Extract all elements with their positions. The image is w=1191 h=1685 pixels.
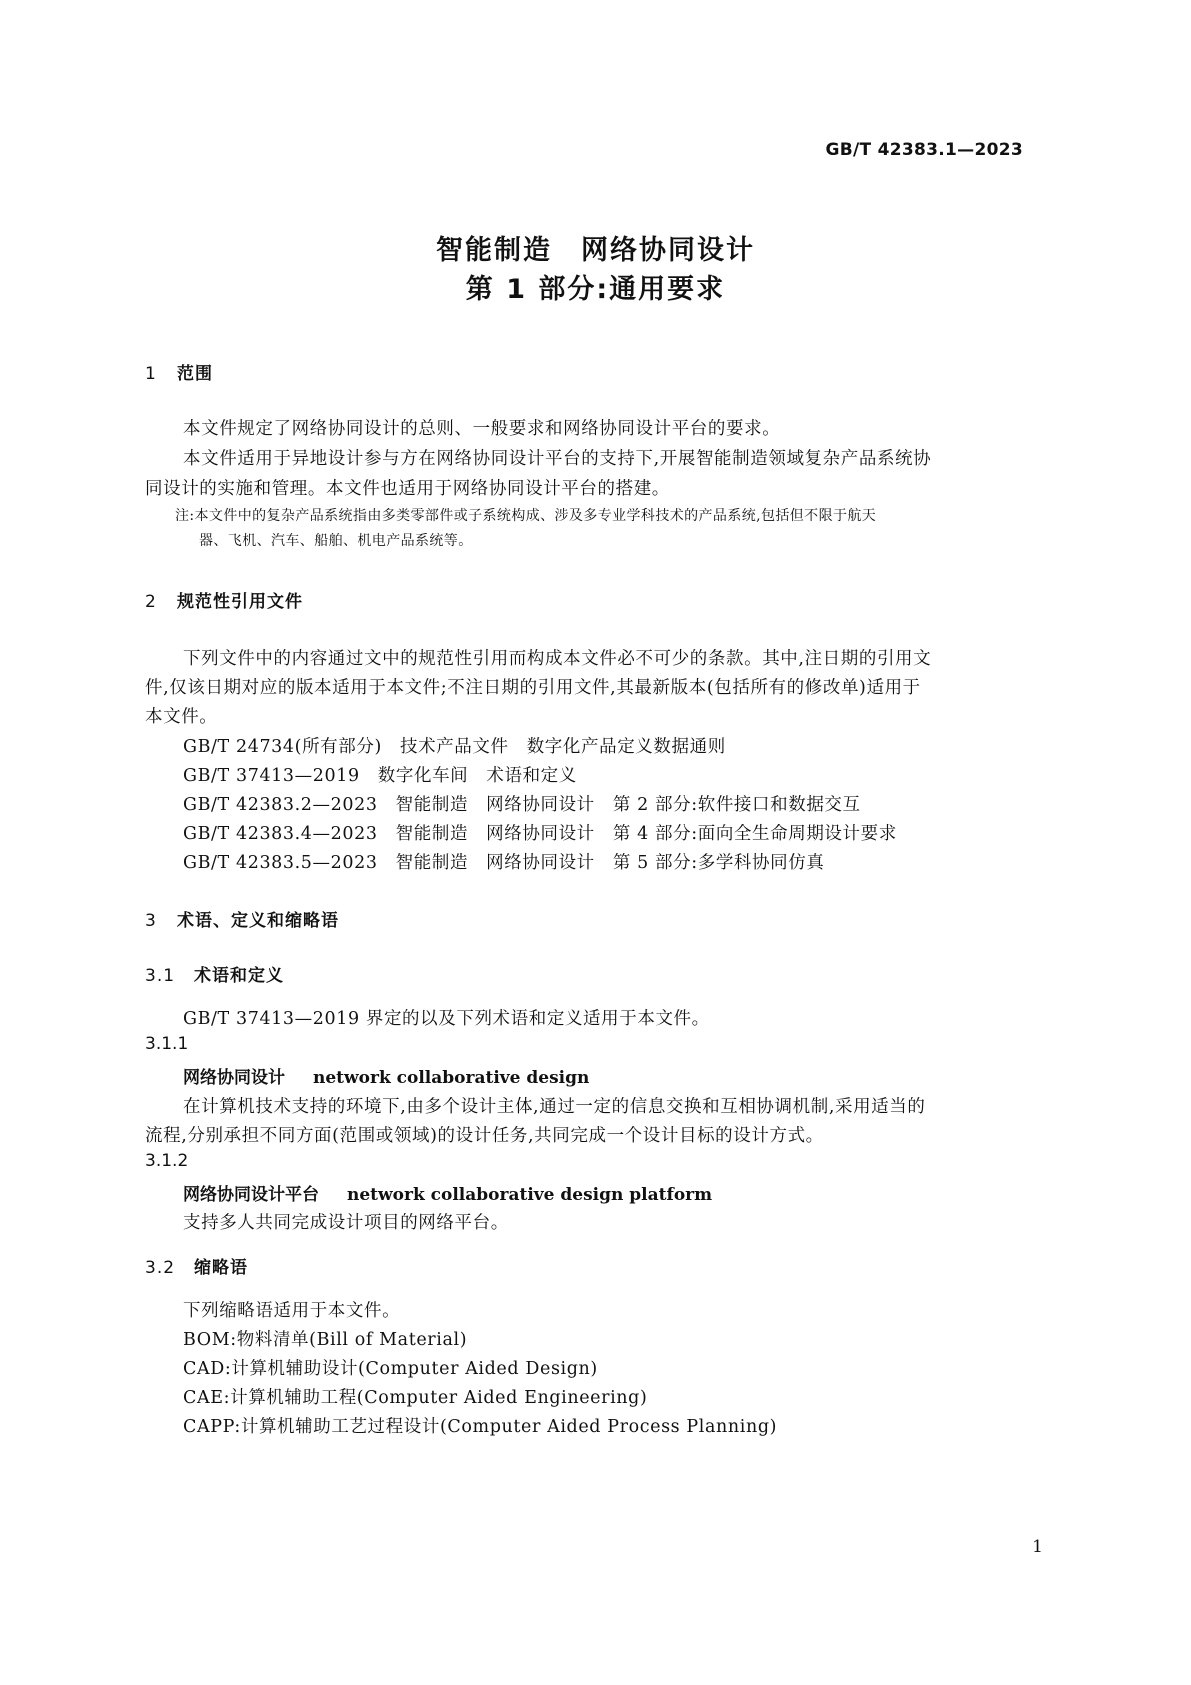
standard-code: GB/T 42383.1—2023 xyxy=(825,140,1023,160)
reference-item: GB/T 37413—2019 数字化车间 术语和定义 xyxy=(183,766,577,786)
paragraph: 本文件。 xyxy=(145,707,218,727)
term-number: 3.1.2 xyxy=(145,1151,189,1171)
term-number: 3.1.1 xyxy=(145,1034,189,1054)
paragraph: 同设计的实施和管理。本文件也适用于网络协同设计平台的搭建。 xyxy=(145,479,670,499)
paragraph: 件,仅该日期对应的版本适用于本文件;不注日期的引用文件,其最新版本(包括所有的修改单)适用于 xyxy=(145,678,921,698)
paragraph: GB/T 37413—2019 界定的以及下列术语和定义适用于本文件。 xyxy=(183,1009,710,1029)
abbreviation-item: CAD:计算机辅助设计(Computer Aided Design) xyxy=(183,1359,598,1379)
term-entry xyxy=(183,1063,589,1088)
section-title: 规范性引用文件 xyxy=(177,592,303,612)
term-en: network collaborative design xyxy=(313,1068,590,1088)
term-zh: 网络协同设计 xyxy=(183,1068,285,1088)
term-definition: 流程,分别承担不同方面(范围或领域)的设计任务,共同完成一个设计目标的设计方式。 xyxy=(145,1126,824,1146)
section-1-heading xyxy=(145,359,213,384)
section-title: 术语、定义和缩略语 xyxy=(177,911,339,931)
subsection-title: 缩略语 xyxy=(194,1258,248,1278)
abbreviation-item: BOM:物料清单(Bill of Material) xyxy=(183,1330,468,1350)
term-definition: 支持多人共同完成设计项目的网络平台。 xyxy=(183,1213,509,1233)
paragraph: 下列缩略语适用于本文件。 xyxy=(183,1301,401,1321)
note: 注:本文件中的复杂产品系统指由多类零部件或子系统构成、涉及多专业学科技术的产品系统,包括但不限于航天 xyxy=(175,508,877,524)
subsection-number: 3.2 xyxy=(145,1258,176,1278)
subsection-title: 术语和定义 xyxy=(194,966,284,986)
term-en: network collaborative design platform xyxy=(347,1185,713,1205)
abbreviation-item: CAPP:计算机辅助工艺过程设计(Computer Aided Process Planning) xyxy=(183,1417,778,1437)
paragraph: 本文件适用于异地设计参与方在网络协同设计平台的支持下,开展智能制造领域复杂产品系统协 xyxy=(183,449,932,469)
section-number: 3 xyxy=(145,911,157,931)
section-2-heading xyxy=(145,587,303,612)
page-number: 1 xyxy=(1032,1537,1043,1557)
document-title-line2: 第 1 部分:通用要求 xyxy=(465,274,726,305)
paragraph: 下列文件中的内容通过文中的规范性引用而构成本文件必不可少的条款。其中,注日期的引用文 xyxy=(183,649,932,669)
note: 器、飞机、汽车、船舶、机电产品系统等。 xyxy=(199,533,473,549)
section-number: 2 xyxy=(145,592,157,612)
term-zh: 网络协同设计平台 xyxy=(183,1185,319,1205)
section-3-heading xyxy=(145,906,339,931)
term-definition: 在计算机技术支持的环境下,由多个设计主体,通过一定的信息交换和互相协调机制,采用适当的 xyxy=(183,1097,926,1117)
subsection-number: 3.1 xyxy=(145,966,176,986)
reference-item: GB/T 42383.5—2023 智能制造 网络协同设计 第 5 部分:多学科协同仿真 xyxy=(183,853,825,873)
subsection-3-2-heading xyxy=(145,1253,248,1278)
subsection-3-1-heading xyxy=(145,961,284,986)
section-number: 1 xyxy=(145,364,157,384)
reference-item: GB/T 24734(所有部分) 技术产品文件 数字化产品定义数据通则 xyxy=(183,737,726,757)
reference-item: GB/T 42383.4—2023 智能制造 网络协同设计 第 4 部分:面向全生命周期设计要求 xyxy=(183,824,897,844)
section-title: 范围 xyxy=(177,364,213,384)
abbreviation-item: CAE:计算机辅助工程(Computer Aided Engineering) xyxy=(183,1388,648,1408)
reference-item: GB/T 42383.2—2023 智能制造 网络协同设计 第 2 部分:软件接口和数据交互 xyxy=(183,795,861,815)
document-title-line1: 智能制造 网络协同设计 xyxy=(436,235,755,266)
term-entry xyxy=(183,1180,712,1205)
paragraph: 本文件规定了网络协同设计的总则、一般要求和网络协同设计平台的要求。 xyxy=(183,419,781,439)
